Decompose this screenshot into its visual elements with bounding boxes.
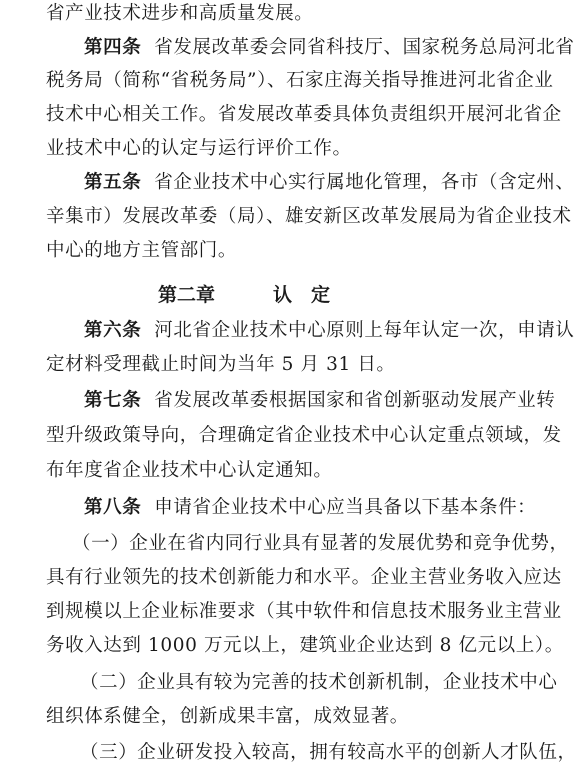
line-text: 布年度省企业技术中心认定通知。 (46, 460, 333, 481)
article-7-heading: 第七条 (84, 390, 142, 411)
line-text: 省企业技术中心实行属地化管理，各市（含定州、 (154, 172, 575, 193)
article-5-line-2 (46, 206, 572, 228)
chapter-title: 认 定 (273, 284, 331, 306)
line-text: 定材料受理截止时间为当年 5 月 31 日。 (46, 354, 396, 375)
line-text: （一）企业在省内同行业具有显著的发展优势和竞争优势， (72, 533, 569, 554)
line-text: 型升级政策导向，合理确定省企业技术中心认定重点领域，发 (46, 425, 562, 446)
article-6-line-2 (46, 354, 566, 376)
line-text: 省发展改革委会同省科技厅、国家税务总局河北省 (154, 37, 575, 58)
text-line-1 (46, 3, 566, 25)
line-text: （三）企业研发投入较高，拥有较高水平的创新人才队伍， (80, 742, 577, 763)
item-1-line-2 (46, 567, 566, 589)
line-text: 辛集市）发展改革委（局）、雄安新区改革发展局为省企业技术 (46, 206, 572, 227)
item-2-line-2 (46, 706, 566, 728)
article-8-line-1 (84, 497, 581, 519)
line-text: 中心的地方主管部门。 (46, 240, 238, 261)
article-6-line-1 (84, 320, 581, 342)
line-text: 省发展改革委根据国家和省创新驱动发展产业转 (154, 390, 556, 411)
line-text: 省产业技术进步和高质量发展。 (46, 3, 314, 24)
item-1-line-1 (72, 533, 581, 555)
line-text: 到规模以上企业标准要求（其中软件和信息技术服务业主营业 (46, 601, 562, 622)
article-6-heading: 第六条 (84, 320, 142, 341)
line-text: 技术中心相关工作。省发展改革委具体负责组织开展河北省企 (46, 104, 562, 125)
item-2-line-1 (80, 672, 581, 694)
article-5-line-3 (46, 240, 566, 262)
article-5-heading: 第五条 (84, 172, 142, 193)
item-1-line-3 (46, 601, 566, 623)
line-text: 申请省企业技术中心应当具备以下基本条件： (154, 497, 537, 518)
line-text: 河北省企业技术中心原则上每年认定一次，申请认 (154, 320, 575, 341)
item-3-line-1 (80, 742, 581, 764)
article-8-heading: 第八条 (84, 497, 142, 518)
article-4-line-3 (46, 104, 566, 126)
item-1-line-4 (46, 635, 566, 657)
article-4-line-2 (46, 70, 566, 92)
article-4-line-1 (84, 37, 581, 59)
line-text: 税务局（简称“省税务局”）、石家庄海关指导推进河北省企业 (46, 70, 554, 91)
article-4-heading: 第四条 (84, 37, 142, 58)
article-5-line-1 (84, 172, 581, 194)
line-text: 务收入达到 1000 万元以上，建筑业企业达到 8 亿元以上）。 (46, 635, 564, 656)
chapter-heading (158, 284, 330, 306)
chapter-number: 第二章 (158, 284, 216, 306)
article-7-line-1 (84, 390, 581, 412)
line-text: 组织体系健全，创新成果丰富，成效显著。 (46, 706, 409, 727)
article-4-line-4 (46, 138, 566, 160)
article-7-line-2 (46, 425, 566, 447)
line-text: 具有行业领先的技术创新能力和水平。企业主营业务收入应达 (46, 567, 562, 588)
line-text: （二）企业具有较为完善的技术创新机制，企业技术中心 (80, 672, 558, 693)
article-7-line-3 (46, 460, 566, 482)
line-text: 业技术中心的认定与运行评价工作。 (46, 138, 352, 159)
